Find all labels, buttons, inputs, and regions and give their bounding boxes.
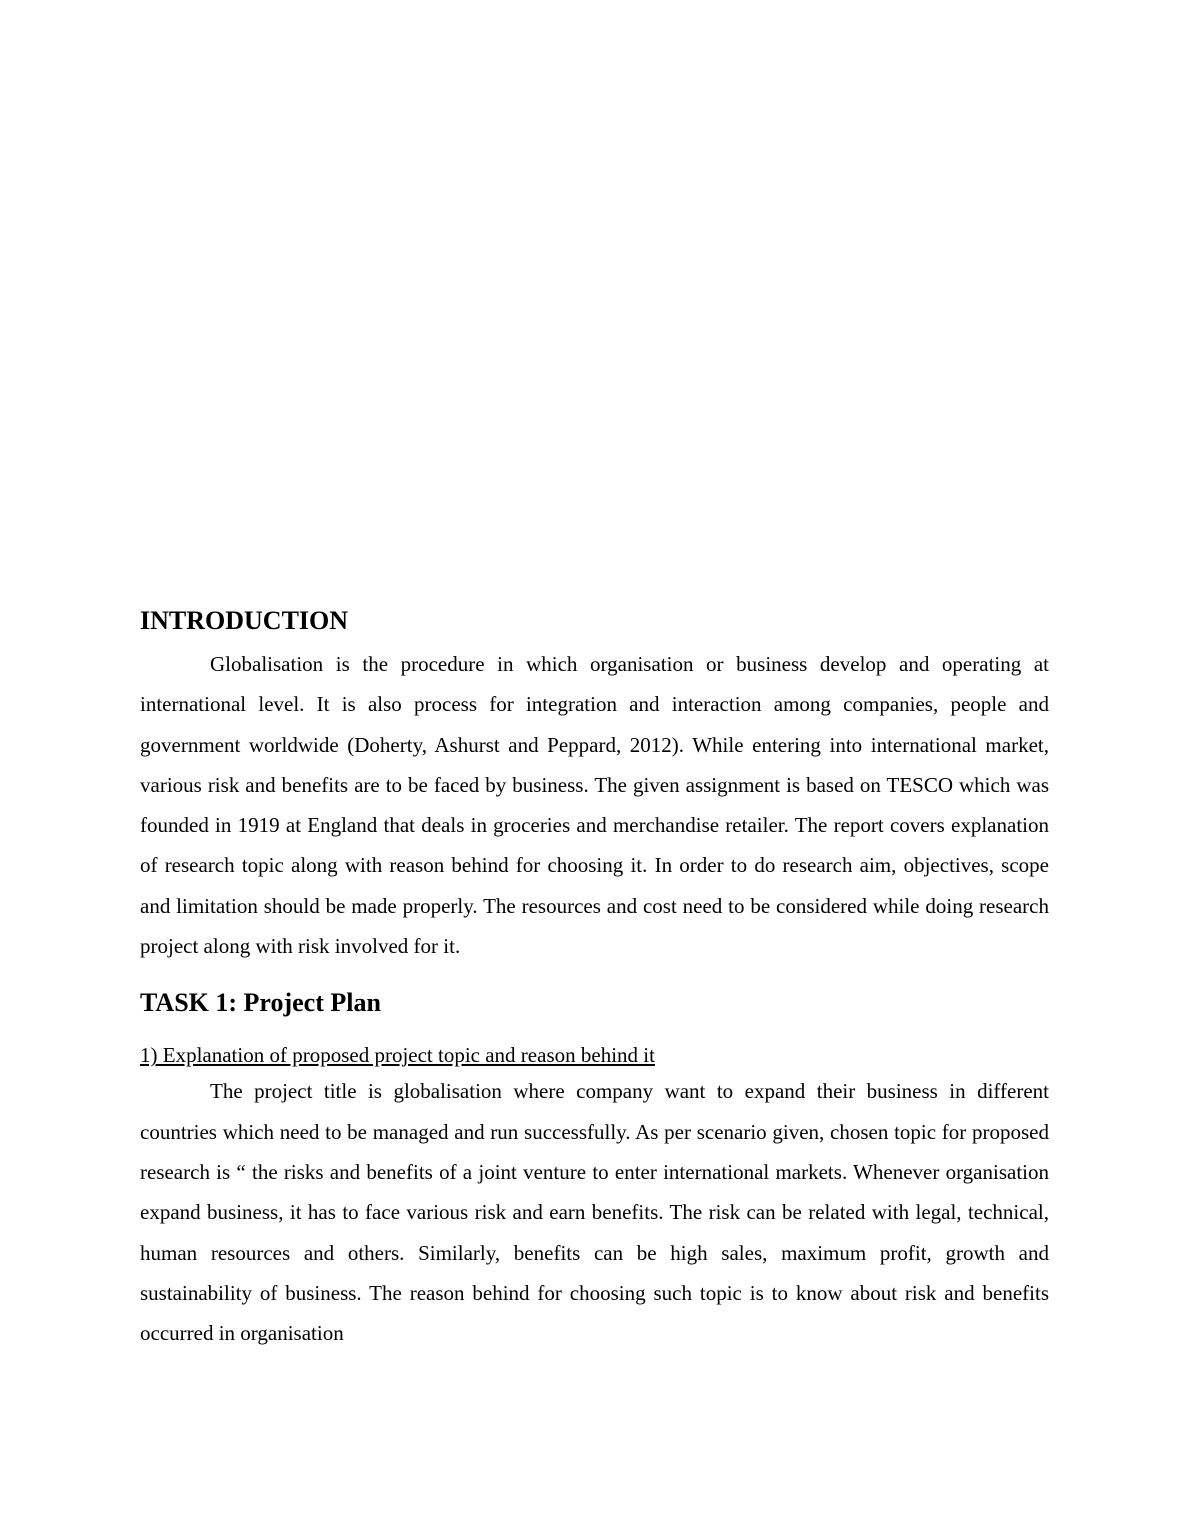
task-heading: TASK 1: Project Plan: [140, 988, 381, 1018]
introduction-heading: INTRODUCTION: [140, 606, 349, 635]
subsection-heading: 1) Explanation of proposed project topic and reason behind it: [140, 1043, 655, 1068]
introduction-paragraph: Globalisation is the procedure in which organisation or business develop and operating at international level. It is also process for integration and interaction among companies, people and government worldwide (Doherty, Ashurst and Peppard, 2012). While entering into international market, various risk and benefits are to be faced by business. The given assignment is based on TESCO which was founded in 1919 at England that deals in groceries and merchandise retailer. The report covers explanation of research topic along with reason behind for choosing it. In order to do research aim, objectives, scope and limitation should be made properly. The resources and cost need to be considered while doing research project along with risk involved for it.: [140, 652, 1049, 959]
page-content: [140, 604, 1049, 1353]
subsection-paragraph: The project title is globalisation where company want to expand their business in different countries which need to be managed and run successfully. As per scenario given, chosen topic for proposed research is “ the risks and benefits of a joint venture to enter international markets. Whenever organisation expand business, it has to face various risk and earn benefits. The risk can be related with legal, technical, human resources and others. Similarly, benefits can be high sales, maximum profit, growth and sustainability of business. The reason behind for choosing such topic is to know about risk and benefits occurred in organisation: [140, 1079, 1049, 1346]
